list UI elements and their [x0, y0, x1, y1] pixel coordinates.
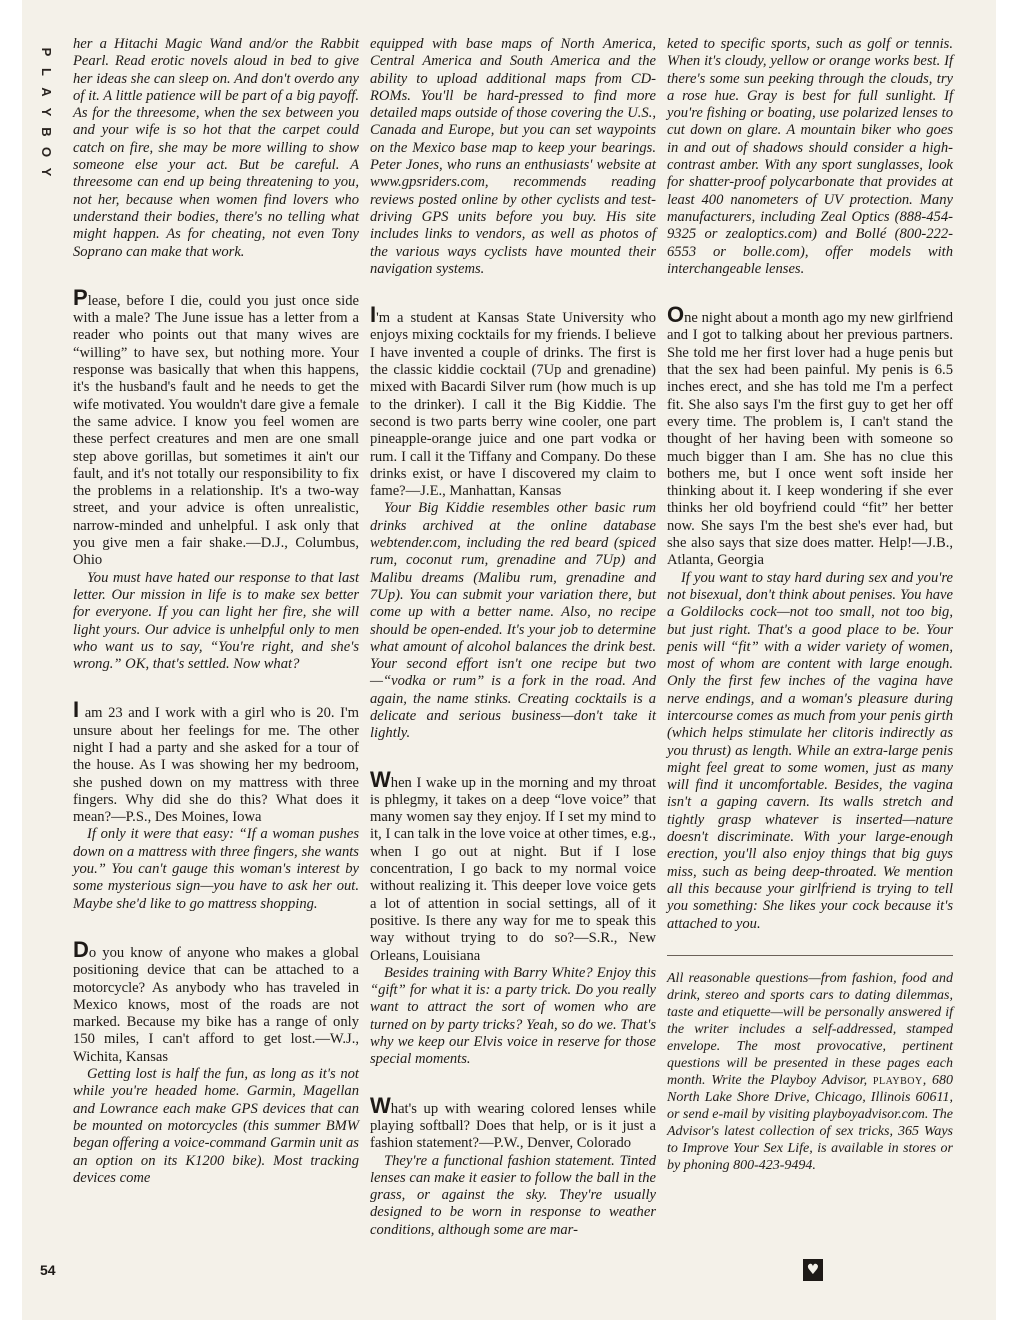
question-text: ne night about a month ago my new girlfriend and I got to talking about her previous partners. She told me her first lover had a huge penis but that the sex had been painful. My penis is 6.5 inches erect, and she has told me I'm a perfect fit. She also says I'm the first guy to get her off every time. The problem is, I can't stand the thought of her having been with someone so much bigger than I am. She has no clue this bothers me, but I once went soft inside her thinking about it. I keep wondering if she ever thinks her old boyfriend could “fit” her better now. She says I'm the best she's ever had, but she also says that size does matter. Help!—J.B., Atlanta, Georgia	[667, 310, 953, 569]
spine-letter: P	[39, 47, 54, 57]
spine-label	[32, 42, 60, 202]
advisor-answer: Besides training with Barry White? Enjoy this “gift” for what it is: a party trick. Do you really want to attract the sort of women who are turned on by party tricks? Yeah, so do we. That's why we keep our Elvis voice in reserve for those special moments.	[370, 964, 656, 1068]
question-letter	[73, 284, 359, 570]
question-letter	[73, 936, 359, 1066]
answer-continued: equipped with base maps of North America, Central America and South America and the ability to upload additional maps from CD-ROMs. You'll be hard-pressed to find more detailed maps outside of those covering the U.S., Canada and Europe, but you can set waypoints on the Mexico base map to keep your bearings. Peter Jones, who runs an enthusiasts' website at www.gpsriders.com, recommends reading reviews posted online by other cyclists and test-driving GPS units before you buy. His site includes links to vendors, as well as photos of the various ways cyclists have mounted their navigation systems.	[370, 36, 656, 277]
brand-name: playboy	[872, 1072, 923, 1088]
question-letter	[73, 697, 359, 826]
advisor-answer: If you want to stay hard during sex and you're not bisexual, don't think about penises. You have a Goldilocks cock—not too small, not too big, but just right. That's a good place to be. Your penis will “fit” with a wider variety of women, most of whom are content with large enough. Only the first few inches of the vagina have nerve endings, and a woman's pleasure during intercourse comes as much from your penis girth (which helps stimulate her clitoris indirectly as you thrust) as length. While an extra-large penis might feel great to some women, just as many will find it uncomfortable. Besides, the vagina isn't a gaping cavern. Its walls stretch and tightly grasp whatever is inserted—nature doesn't discriminate. With your large-enough erection, you'll also enjoy things that big guys miss, such as being deep-throated. We mention all this because your girlfriend is trying to tell you something: She likes your cock because it's attached to you.	[667, 569, 953, 932]
drop-cap: W	[370, 766, 391, 792]
question-text: hat's up with wearing colored lenses while playing softball? Does that help, or is it just a fashion statement?—P.W., Denver, Colorado	[370, 1100, 656, 1152]
spine-letter: O	[39, 146, 54, 158]
advisor-answer: They're a functional fashion statement. Tinted lenses can make it easier to follow the ball in the grass, or against the sky. They're usually designed to be worn in response to weather conditions, although some are mar-	[370, 1152, 656, 1238]
question-text: o you know of anyone who makes a global positioning device that can be attached to a motorcycle? As anybody who has traveled in Mexico knows, most of the roads are not marked. Because my bike has a range of only 150 miles, I can't afford to get lost.—W.J., Wichita, Kansas	[73, 944, 359, 1065]
column-1	[73, 36, 359, 1187]
question-text: hen I wake up in the morning and my throat is phlegmy, it takes on a deep “love voice” that many women say they enjoy. If I set my mind to it, I can talk in the love voice at other times, e.g., when I go out at night. But if I lose concentration, I go back to my normal voice without realizing it. This deeper love voice gets a lot of attention in social settings, all of it positive. Is there any way for me to speak this way without trying to do so?—S.R., New Orleans, Louisiana	[370, 774, 656, 964]
question-letter	[370, 302, 656, 500]
drop-cap: P	[73, 284, 88, 310]
answer-continued: keted to specific sports, such as golf or tennis. When it's cloudy, yellow or orange works best. If there's some sun peeking through the clouds, try a rose hue. Gray is best for full sunlight. If you're fishing or boating, use polarized lenses to cut down on glare. A mountain biker who goes in and out of shadows should consider a high-contrast amber. With any sport sunglasses, look for shatter-proof polycarbonate that provides at least 400 nanometers of UV protection. Many manufacturers, including Zeal Optics (888-454-9325 or zealoptics.com) and Bollé (800-222-6553 or bolle.com), offer models with interchangeable lenses.	[667, 36, 953, 277]
question-letter	[667, 302, 953, 569]
page-number: 54	[40, 1262, 56, 1278]
advisor-answer: Your Big Kiddie resembles other basic rum drinks archived at the online database webtender.com, including the red beard (spiced rum, coconut rum, grenadine and 7Up) and Malibu dreams (Malibu rum, grenadine and 7Up). You can submit your variation there, but come up with a better name. Also, no recipe should be open-ended. It's your job to determine what amount of alcohol balances the drink best. Your second effort isn't one recipe but two—“vodka or rum” is a fork in the road. And again, the name stinks. Creating cocktails is a delicate and serious business—don't take it lightly.	[370, 500, 656, 742]
drop-cap: I	[370, 302, 377, 328]
spine-letter: L	[39, 68, 54, 76]
question-letter	[370, 766, 656, 965]
submission-note-text: , 680 North Lake Shore Drive, Chicago, Illinois 60611, or send e-mail by visiting playboyadvisor.com. The Advisor's latest collection of sex tricks, 365 Ways to Improve Your Sex Life, is available in stores or by phoning 800-423-9494.	[667, 1072, 953, 1173]
advisor-answer: Getting lost is half the fun, as long as it's not while you're headed home. Garmin, Magellan and Lowrance each make GPS devices that can be mounted on motorcycles (this summer BMW began offering a voice-command Garmin unit as an option on its K1200 bike). Most tracking devices come	[73, 1066, 359, 1186]
drop-cap: W	[370, 1092, 391, 1118]
question-letter	[370, 1092, 656, 1153]
question-text: 'm a student at Kansas State University who enjoys mixing cocktails for my friends. I believe I have invented a couple of drinks. The first is the classic kiddie cocktail (7Up and grenadine) mixed with Bacardi Silver rum (how much is up to the drinker). I call it the Big Kiddie. The second is two parts berry wine cooler, one part pineapple-orange juice and one part vodka or rum. I call it the Tiffany and Company. Do these drinks exist, or have I discovered my claim to fame?—J.E., Manhattan, Kansas	[370, 310, 656, 500]
footer-divider	[667, 955, 953, 956]
column-2	[370, 36, 656, 1239]
advisor-answer: You must have hated our response to that last letter. Our mission in life is to make sex better for everyone. If you can light her fire, she will light yours. Our advice is unhelpful only to men who want us to say, “You're right, and she's wrong.” OK, that's settled. Now what?	[73, 569, 359, 673]
drop-cap: I	[73, 697, 80, 723]
spine-letter: Y	[39, 107, 54, 117]
submission-note-text: All reasonable questions—from fashion, food and drink, stereo and sports cars to dating dilemmas, taste and etiquette—will be personally answered if the writer includes a self-addressed, stamped envelope. The most provocative, pertinent questions will be presented in these pages each month. Write the Playboy Advisor,	[667, 970, 953, 1088]
spine-letter: Y	[39, 167, 54, 177]
answer-continued: her a Hitachi Magic Wand and/or the Rabbit Pearl. Read erotic novels aloud in bed to give her ideas she can sleep on. And don't overdo any of it. A little patience will be part of a big payoff. As for the threesome, when the sex between you and your wife is so hot that the carpet could catch on fire, she may be more willing to show someone else your act. But be careful. A threesome can end up being threatening to you, not her, because when women find lovers who understand their bodies, there's no telling what might happen. As for cheating, not even Tony Soprano can make that work.	[73, 36, 359, 260]
column-3	[667, 36, 953, 1174]
magazine-page	[22, 0, 996, 1320]
spine-letter: A	[39, 87, 54, 97]
drop-cap: O	[667, 302, 685, 328]
question-text: am 23 and I work with a girl who is 20. I'm unsure about her feelings for me. The other night I had a party and she asked for a tour of the house. As I was showing her my bedroom, she pushed down on my mattress with three fingers. Why did she do this? What does it mean?—P.S., Des Moines, Iowa	[73, 705, 359, 826]
advisor-answer: If only it were that easy: “If a woman pushes down on a mattress with three fingers, she wants you.” You can't gauge this woman's interest by some mysterious sign—you have to ask her out. Maybe she'd like to go mattress shopping.	[73, 826, 359, 912]
drop-cap: D	[73, 936, 89, 962]
submission-note	[667, 970, 953, 1174]
question-text: lease, before I die, could you just once side with a male? The June issue has a letter from a reader who points out that many wives are “willing” to have sex, but nothing more. Your response was basically that when this happens, it's the husband's fault and he needs to get the wife motivated. You wouldn't dare give a female the same advice. I know you feel women are these perfect creatures and men are one small step above gorillas, but sometimes it ain't our fault, and it's not totally our responsibility to fix the problems in a relationship. It's a two-way street, and your advice is often unrealistic, narrow-minded and unhelpful. I ask only that you give men a fair shake.—D.J., Columbus, Ohio	[73, 292, 359, 569]
spine-letter: B	[39, 127, 54, 137]
rabbit-head-icon: ♥	[803, 1259, 823, 1281]
